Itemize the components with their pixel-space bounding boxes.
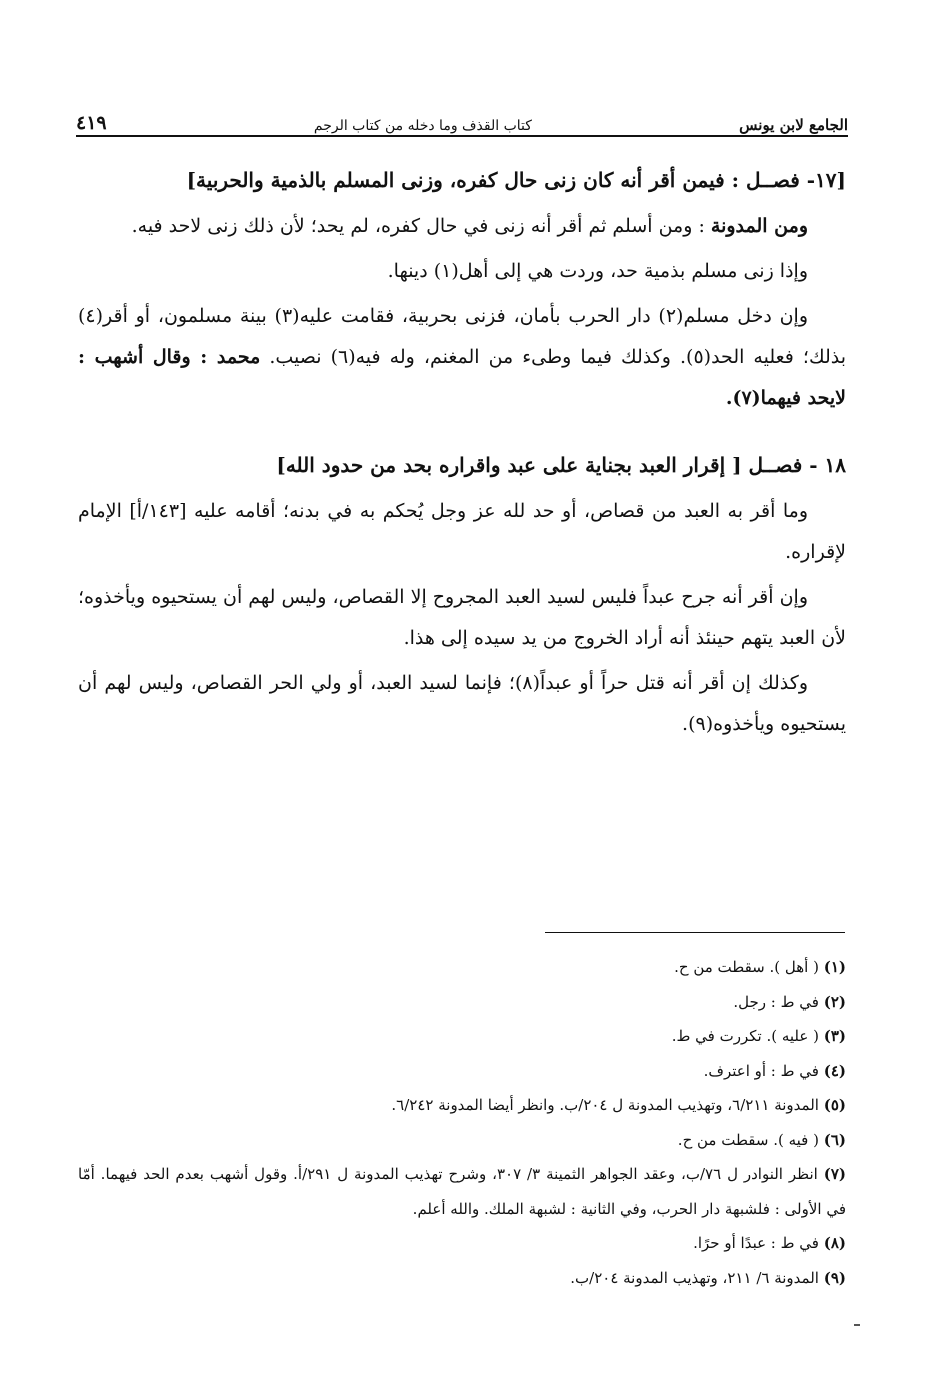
footnote-text: المدونة ٦/ ٢١١، وتهذيب المدونة ٢٠٤/ب. xyxy=(570,1268,824,1287)
footnote-number: (٧) xyxy=(823,1165,846,1183)
chapter-title: كتاب القذف وما دخله من كتاب الرجم xyxy=(313,118,532,134)
book-title: الجامع لابن يونس xyxy=(739,116,848,134)
section-17-paragraph-1 xyxy=(78,206,846,247)
scan-mark xyxy=(854,1324,860,1326)
footnote xyxy=(78,1123,846,1158)
ashhab-opinion: محمد : وقال أشهب : لايحد فيهما(٧). xyxy=(78,346,846,409)
main-text xyxy=(78,160,846,749)
page-number: ٤١٩ xyxy=(76,112,107,134)
footnote xyxy=(78,950,846,985)
footnote-number: (٦) xyxy=(823,1130,846,1149)
section-17-paragraph-3 xyxy=(78,296,846,419)
footnote-text: في ط : عبدًا أو حرًا. xyxy=(693,1234,824,1252)
footnote-text: في ط : رجل. xyxy=(733,992,824,1011)
footnote-text: ( أهل ). سقطت من ح. xyxy=(674,958,824,976)
section-18-paragraph-2: وإن أقر أنه جرح عبداً فليس لسيد العبد المجروح إلا القصاص، وليس لهم أن يستحيوه ويأخذوه؛ لأن العبد يتهم حينئذ أنه أراد الخروج من يد سيده إلى هذا. xyxy=(78,586,846,649)
source-label: ومن المدونة xyxy=(710,215,808,237)
footnote-text: المدونة ٦/٢١١، وتهذيب المدونة ل ٢٠٤/ب. وانظر أيضا المدونة ٦/٢٤٢. xyxy=(391,1096,824,1114)
footnote-number: (٢) xyxy=(823,992,846,1011)
footnote xyxy=(78,1019,846,1054)
footnote xyxy=(78,985,846,1020)
paragraph-text: وإن دخل مسلم(٢) دار الحرب بأمان، فزنى بحربية، فقامت عليه(٣) بينة مسلمون، أو أقر(٤) بذلك؛ فعليه الحد(٥). وكذلك فيما وطىء من المغنم، وله فيه(٦) نصيب. xyxy=(78,305,847,368)
section-18-heading: ١٨ - فصــل [ إقرار العبد بجناية على عبد واقراره بحد من حدود الله] xyxy=(276,453,846,477)
footnote-number: (٥) xyxy=(823,1096,846,1114)
footnote-number: (٩) xyxy=(823,1268,846,1287)
section-gap xyxy=(78,423,846,445)
footnote-text: ( عليه ). تكررت في ط. xyxy=(671,1027,824,1045)
footnote-rule xyxy=(545,932,845,933)
footnotes xyxy=(78,950,846,1295)
footnote-text: في ط : أو اعترف. xyxy=(703,1061,824,1080)
footnote xyxy=(78,1157,846,1226)
footnote-text: انظر النوادر ل ٧٦/ب، وعقد الجواهر الثمينة ٣/ ٣٠٧، وشرح تهذيب المدونة ل ٢٩١/أ. وقول أشهب بعدم الحد فيهما. أمّا في الأولى : فلشبهة دار الحرب، وفي الثانية : لشبهة الملك. والله أعلم. xyxy=(78,1165,846,1218)
header-rule xyxy=(76,135,848,137)
footnote xyxy=(78,1088,846,1123)
section-18-paragraph-1: وما أقر به العبد من قصاص، أو حد لله عز وجل يُحكم به في بدنه؛ أقامه عليه [١٤٣/أ] الإمام لإقراره. xyxy=(78,500,846,563)
footnote-number: (٣) xyxy=(823,1027,846,1045)
footnote xyxy=(78,1226,846,1261)
footnote-number: (٤) xyxy=(823,1061,846,1080)
footnote xyxy=(78,1261,846,1296)
paragraph-text: : ومن أسلم ثم أقر أنه زنى في حال كفره، لم يحد؛ لأن ذلك زنى لاحد فيه. xyxy=(131,215,711,237)
footnote-text: ( فيه ). سقطت من ح. xyxy=(677,1130,824,1149)
running-header xyxy=(76,104,848,134)
section-18-paragraph-3: وكذلك إن أقر أنه قتل حراً أو عبداً(٨)؛ فإنما لسيد العبد، أو ولي الحر القصاص، وليس لهم أن يستحيوه ويأخذوه(٩). xyxy=(78,672,846,735)
footnote xyxy=(78,1054,846,1089)
footnote-number: (١) xyxy=(823,958,846,976)
section-17-paragraph-2: وإذا زنى مسلم بذمية حد، وردت هي إلى أهل(١) دينها. xyxy=(387,260,808,282)
section-17-heading: [١٧- فصــل : فيمن أقر أنه كان زنى حال كفره، وزنى المسلم بالذمية والحربية] xyxy=(186,168,846,192)
footnote-number: (٨) xyxy=(823,1234,846,1252)
